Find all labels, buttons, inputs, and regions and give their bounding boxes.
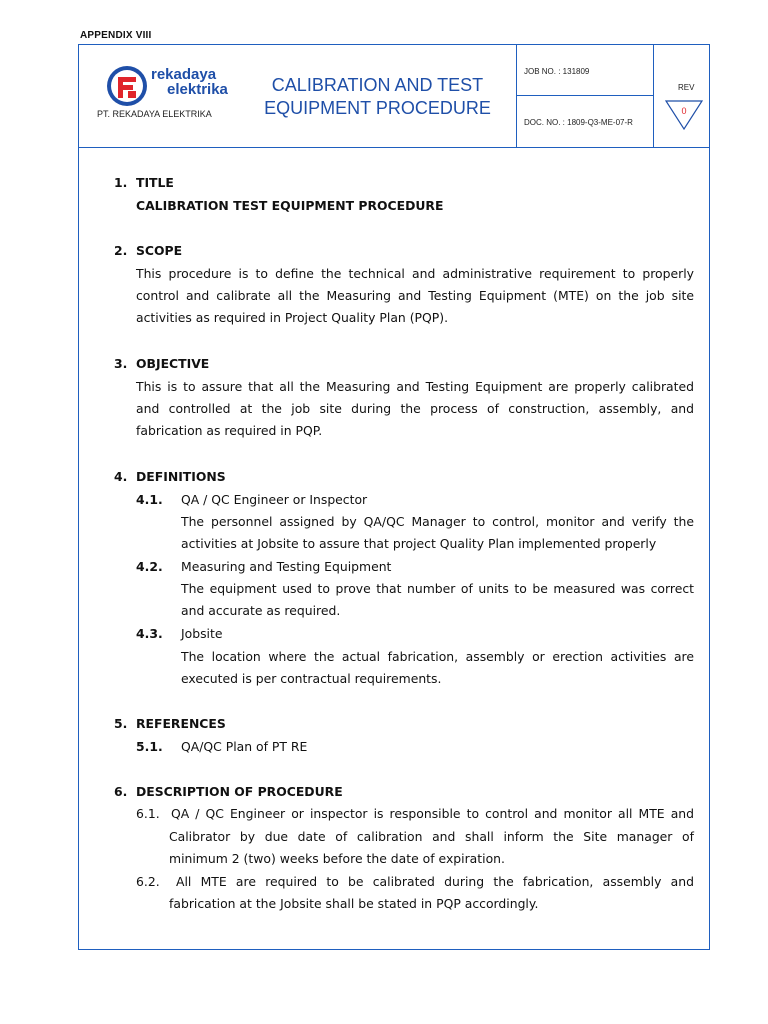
logo-wordmark-line1: rekadaya [151,66,217,83]
appendix-label: APPENDIX VIII [80,30,152,41]
definition-line: The personnel assigned by QA/QC Manager to control, monitor and verify the [181,514,694,529]
procedure-line: QA / QC Engineer or inspector is responsible to control and monitor all MTE and [171,806,694,821]
section-3-line: This is to assure that all the Measuring and Testing Equipment are properly calibrated [136,379,694,394]
section-3-line: and controlled at the job site during the process of construction, assembly, and [136,401,694,416]
section-6-number: 6. [114,784,128,799]
definition-line: executed is per contractual requirements. [181,671,442,686]
definition-term: Jobsite [181,626,223,641]
job-number-row [517,45,653,96]
logo-cell [79,45,239,148]
info-cell [516,45,653,148]
revision-triangle-icon [664,99,704,131]
revision-label: REV [678,83,695,92]
reference-text: QA/QC Plan of PT RE [181,739,308,754]
document-title [264,74,491,120]
company-logo-icon [106,65,148,107]
procedure-line: All MTE are required to be calibrated during the fabrication, assembly and [176,874,694,889]
section-3-line: fabrication as required in PQP. [136,423,323,438]
logo-wordmark-line2: elektrika [167,81,228,98]
definition-line: and accurate as required. [181,603,341,618]
procedure-line: Calibrator by due date of calibration and shall inform the Site manager of [169,829,694,844]
section-2-line: control and calibrate all the Measuring and Testing Equipment (MTE) on the job site [136,288,694,303]
section-5-number: 5. [114,716,128,731]
section-1-number: 1. [114,175,128,190]
doc-number-row [517,96,653,148]
definition-line: The equipment used to prove that number of units to be measured was correct [181,581,694,596]
definition-number: 4.1. [136,492,163,507]
job-number: JOB NO. : 131809 [524,67,590,76]
section-3-heading: OBJECTIVE [136,356,210,371]
document-title-line1: CALIBRATION AND TEST [271,74,484,95]
procedure-line: fabrication at the Jobsite shall be stated in PQP accordingly. [169,896,539,911]
section-5-heading: REFERENCES [136,716,226,731]
revision-value: 0 [681,106,687,116]
revision-cell [653,45,709,148]
definition-line: The location where the actual fabrication, assembly or erection activities are [181,649,694,664]
section-2-number: 2. [114,243,128,258]
procedure-number: 6.2. [136,874,160,889]
procedure-number: 6.1. [136,806,160,821]
section-3-number: 3. [114,356,128,371]
document-frame [78,44,710,950]
definition-term: Measuring and Testing Equipment [181,559,392,574]
procedure-line: minimum 2 (two) weeks before the date of expiration. [169,851,505,866]
definition-number: 4.2. [136,559,163,574]
company-name: PT. REKADAYA ELEKTRIKA [97,109,212,119]
section-2-line: This procedure is to define the technical and administrative requirement to properly [136,266,694,281]
section-1-heading: TITLE [136,175,174,190]
definition-term: QA / QC Engineer or Inspector [181,492,368,507]
section-4-heading: DEFINITIONS [136,469,226,484]
doc-number: DOC. NO. : 1809-Q3-ME-07-R [524,118,633,127]
section-6-heading: DESCRIPTION OF PROCEDURE [136,784,343,799]
title-cell [239,45,516,148]
section-2-heading: SCOPE [136,243,183,258]
definition-number: 4.3. [136,626,163,641]
section-2-line: activities as required in Project Quality Plan (PQP). [136,310,449,325]
document-title-line2: EQUIPMENT PROCEDURE [264,97,491,118]
reference-number: 5.1. [136,739,163,754]
section-4-number: 4. [114,469,128,484]
document-header [79,45,709,148]
definition-line: activities at Jobsite to assure that project Quality Plan implemented properly [181,536,657,551]
section-1-text: CALIBRATION TEST EQUIPMENT PROCEDURE [136,198,444,213]
